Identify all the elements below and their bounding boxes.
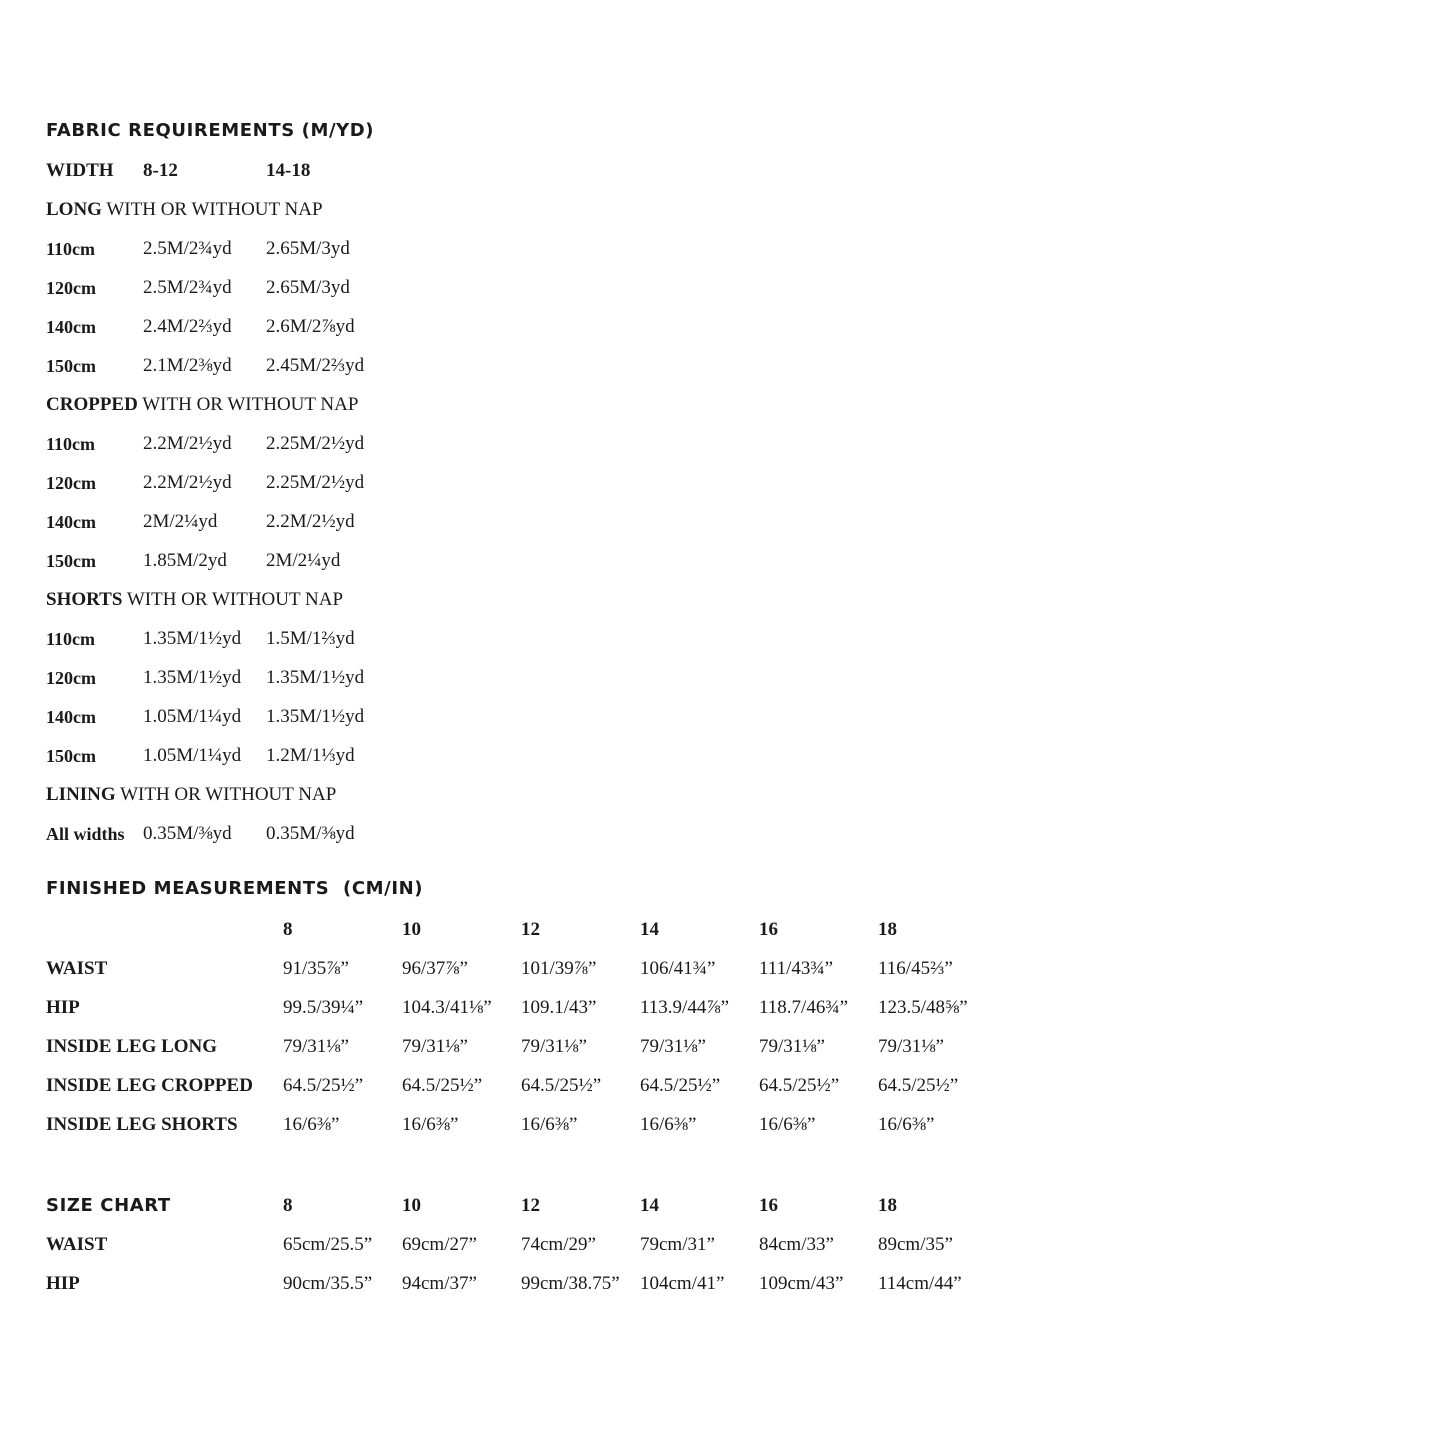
size-chart-value: 99cm/38.75” <box>521 1273 620 1294</box>
measurement-value: 16/6⅜” <box>402 1114 459 1135</box>
size-chart-value: 94cm/37” <box>402 1273 477 1294</box>
fabric-row <box>0 704 1445 730</box>
fabric-amount: 2.65M/3yd <box>266 277 350 298</box>
fabric-row <box>0 275 1445 301</box>
measurement-value: 16/6⅜” <box>640 1114 697 1135</box>
measurement-value: 109.1/43” <box>521 997 597 1018</box>
size-header: 18 <box>878 1195 897 1216</box>
fabric-row <box>0 314 1445 340</box>
section-title: LINING <box>46 784 116 805</box>
measurement-value: 101/39⅞” <box>521 958 597 979</box>
measurement-value: 16/6⅜” <box>759 1114 816 1135</box>
fabric-amount: 2M/2¼yd <box>266 550 341 571</box>
section-title-cropped <box>0 392 1445 418</box>
measurement-value: 16/6⅜” <box>521 1114 578 1135</box>
measurement-row <box>0 1112 1445 1138</box>
size-header: 12 <box>521 919 540 940</box>
fabric-amount: 2.1M/2⅜yd <box>143 355 232 376</box>
fabric-amount: 2.6M/2⅞yd <box>266 316 355 337</box>
section-subtitle: WITH OR WITHOUT NAP <box>122 589 344 610</box>
measurement-value: 123.5/48⅝” <box>878 997 968 1018</box>
size-chart-value: 84cm/33” <box>759 1234 834 1255</box>
size-chart-label: HIP <box>46 1273 80 1294</box>
size-chart-header-row <box>0 1193 1445 1219</box>
width-label: WIDTH <box>46 160 114 181</box>
fabric-width-header-row <box>0 158 1445 184</box>
fabric-width: 140cm <box>46 512 96 532</box>
fabric-row <box>0 626 1445 652</box>
measurement-value: 79/31⅛” <box>521 1036 587 1057</box>
finished-size-header-row <box>0 917 1445 943</box>
fabric-width: 110cm <box>46 434 95 454</box>
fabric-amount: 0.35M/⅜yd <box>266 823 355 844</box>
size-chart-value: 65cm/25.5” <box>283 1234 373 1255</box>
size-chart-value: 104cm/41” <box>640 1273 725 1294</box>
measurement-value: 91/35⅞” <box>283 958 349 979</box>
fabric-requirements-heading: FABRIC REQUIREMENTS (M/YD) <box>46 120 375 141</box>
measurement-label: WAIST <box>46 958 108 979</box>
fabric-amount: 1.35M/1½yd <box>143 628 242 649</box>
measurement-value: 64.5/25½” <box>283 1075 364 1096</box>
size-chart-row <box>0 1232 1445 1258</box>
fabric-amount: 1.2M/1⅓yd <box>266 745 355 766</box>
fabric-width: All widths <box>46 824 125 844</box>
fabric-amount: 2.25M/2½yd <box>266 472 365 493</box>
fabric-width: 150cm <box>46 356 96 376</box>
size-chart-heading: SIZE CHART <box>46 1195 171 1216</box>
size-chart-label: WAIST <box>46 1234 108 1255</box>
size-header: 12 <box>521 1195 540 1216</box>
fabric-amount: 2.45M/2⅔yd <box>266 355 365 376</box>
measurement-row <box>0 995 1445 1021</box>
fabric-width: 150cm <box>46 746 96 766</box>
fabric-width: 150cm <box>46 551 96 571</box>
measurement-value: 79/31⅛” <box>402 1036 468 1057</box>
size-header: 16 <box>759 919 778 940</box>
fabric-row <box>0 548 1445 574</box>
section-title: SHORTS <box>46 589 123 610</box>
measurement-value: 116/45⅔” <box>878 958 953 979</box>
fabric-amount: 1.35M/1½yd <box>266 706 365 727</box>
fabric-amount: 2.25M/2½yd <box>266 433 365 454</box>
size-chart-value: 79cm/31” <box>640 1234 715 1255</box>
measurement-value: 16/6⅜” <box>283 1114 340 1135</box>
fabric-amount: 1.05M/1¼yd <box>143 745 242 766</box>
size-group-header: 8-12 <box>143 160 178 181</box>
section-title-shorts <box>0 587 1445 613</box>
section-title: LONG <box>46 199 102 220</box>
size-chart-value: 90cm/35.5” <box>283 1273 373 1294</box>
size-header: 8 <box>283 919 293 940</box>
measurement-value: 16/6⅜” <box>878 1114 935 1135</box>
fabric-amount: 1.35M/1½yd <box>266 667 365 688</box>
fabric-row <box>0 509 1445 535</box>
size-chart-value: 74cm/29” <box>521 1234 596 1255</box>
fabric-row <box>0 821 1445 847</box>
finished-measurements-heading: FINISHED MEASUREMENTS (CM/IN) <box>46 878 424 899</box>
measurement-value: 113.9/44⅞” <box>640 997 730 1018</box>
section-subtitle: WITH OR WITHOUT NAP <box>101 199 323 220</box>
measurement-label: INSIDE LEG CROPPED <box>46 1075 253 1096</box>
measurement-value: 79/31⅛” <box>283 1036 349 1057</box>
size-header: 14 <box>640 1195 659 1216</box>
fabric-amount: 2.2M/2½yd <box>143 472 232 493</box>
size-chart-value: 89cm/35” <box>878 1234 953 1255</box>
size-header: 10 <box>402 919 421 940</box>
fabric-amount: 1.85M/2yd <box>143 550 227 571</box>
fabric-width: 140cm <box>46 317 96 337</box>
measurement-value: 64.5/25½” <box>402 1075 483 1096</box>
measurement-value: 96/37⅞” <box>402 958 468 979</box>
fabric-amount: 2M/2¼yd <box>143 511 218 532</box>
section-title-long <box>0 197 1445 223</box>
size-chart-value: 69cm/27” <box>402 1234 477 1255</box>
fabric-row <box>0 236 1445 262</box>
measurement-value: 79/31⅛” <box>759 1036 825 1057</box>
size-chart-value: 109cm/43” <box>759 1273 844 1294</box>
fabric-amount: 1.35M/1½yd <box>143 667 242 688</box>
section-title-lining <box>0 782 1445 808</box>
fabric-width: 140cm <box>46 707 96 727</box>
section-subtitle: WITH OR WITHOUT NAP <box>137 394 359 415</box>
measurement-value: 106/41¾” <box>640 958 716 979</box>
fabric-row <box>0 743 1445 769</box>
fabric-row <box>0 353 1445 379</box>
measurement-row <box>0 1034 1445 1060</box>
size-chart-value: 114cm/44” <box>878 1273 962 1294</box>
size-header: 16 <box>759 1195 778 1216</box>
measurement-value: 64.5/25½” <box>878 1075 959 1096</box>
measurement-value: 79/31⅛” <box>878 1036 944 1057</box>
size-header: 8 <box>283 1195 293 1216</box>
measurement-value: 111/43¾” <box>759 958 834 979</box>
fabric-width: 120cm <box>46 473 96 493</box>
measurement-label: INSIDE LEG SHORTS <box>46 1114 238 1135</box>
size-chart-row <box>0 1271 1445 1297</box>
fabric-width: 120cm <box>46 668 96 688</box>
measurement-row <box>0 956 1445 982</box>
measurement-value: 79/31⅛” <box>640 1036 706 1057</box>
section-title: CROPPED <box>46 394 138 415</box>
fabric-amount: 0.35M/⅜yd <box>143 823 232 844</box>
section-subtitle: WITH OR WITHOUT NAP <box>115 784 337 805</box>
measurement-value: 64.5/25½” <box>640 1075 721 1096</box>
size-header: 14 <box>640 919 659 940</box>
fabric-amount: 1.5M/1⅔yd <box>266 628 355 649</box>
fabric-row <box>0 665 1445 691</box>
measurement-value: 64.5/25½” <box>759 1075 840 1096</box>
measurement-label: HIP <box>46 997 80 1018</box>
measurement-value: 99.5/39¼” <box>283 997 364 1018</box>
fabric-amount: 1.05M/1¼yd <box>143 706 242 727</box>
fabric-amount: 2.2M/2½yd <box>266 511 355 532</box>
measurement-value: 118.7/46¾” <box>759 997 849 1018</box>
measurement-value: 104.3/41⅛” <box>402 997 492 1018</box>
fabric-width: 120cm <box>46 278 96 298</box>
fabric-amount: 2.5M/2¾yd <box>143 277 232 298</box>
fabric-amount: 2.2M/2½yd <box>143 433 232 454</box>
size-header: 18 <box>878 919 897 940</box>
fabric-width: 110cm <box>46 239 95 259</box>
measurement-value: 64.5/25½” <box>521 1075 602 1096</box>
fabric-amount: 2.5M/2¾yd <box>143 238 232 259</box>
measurement-label: INSIDE LEG LONG <box>46 1036 218 1057</box>
fabric-width: 110cm <box>46 629 95 649</box>
fabric-row <box>0 431 1445 457</box>
size-group-header: 14-18 <box>266 160 311 181</box>
fabric-row <box>0 470 1445 496</box>
fabric-amount: 2.4M/2⅔yd <box>143 316 232 337</box>
size-header: 10 <box>402 1195 421 1216</box>
measurement-row <box>0 1073 1445 1099</box>
fabric-amount: 2.65M/3yd <box>266 238 350 259</box>
